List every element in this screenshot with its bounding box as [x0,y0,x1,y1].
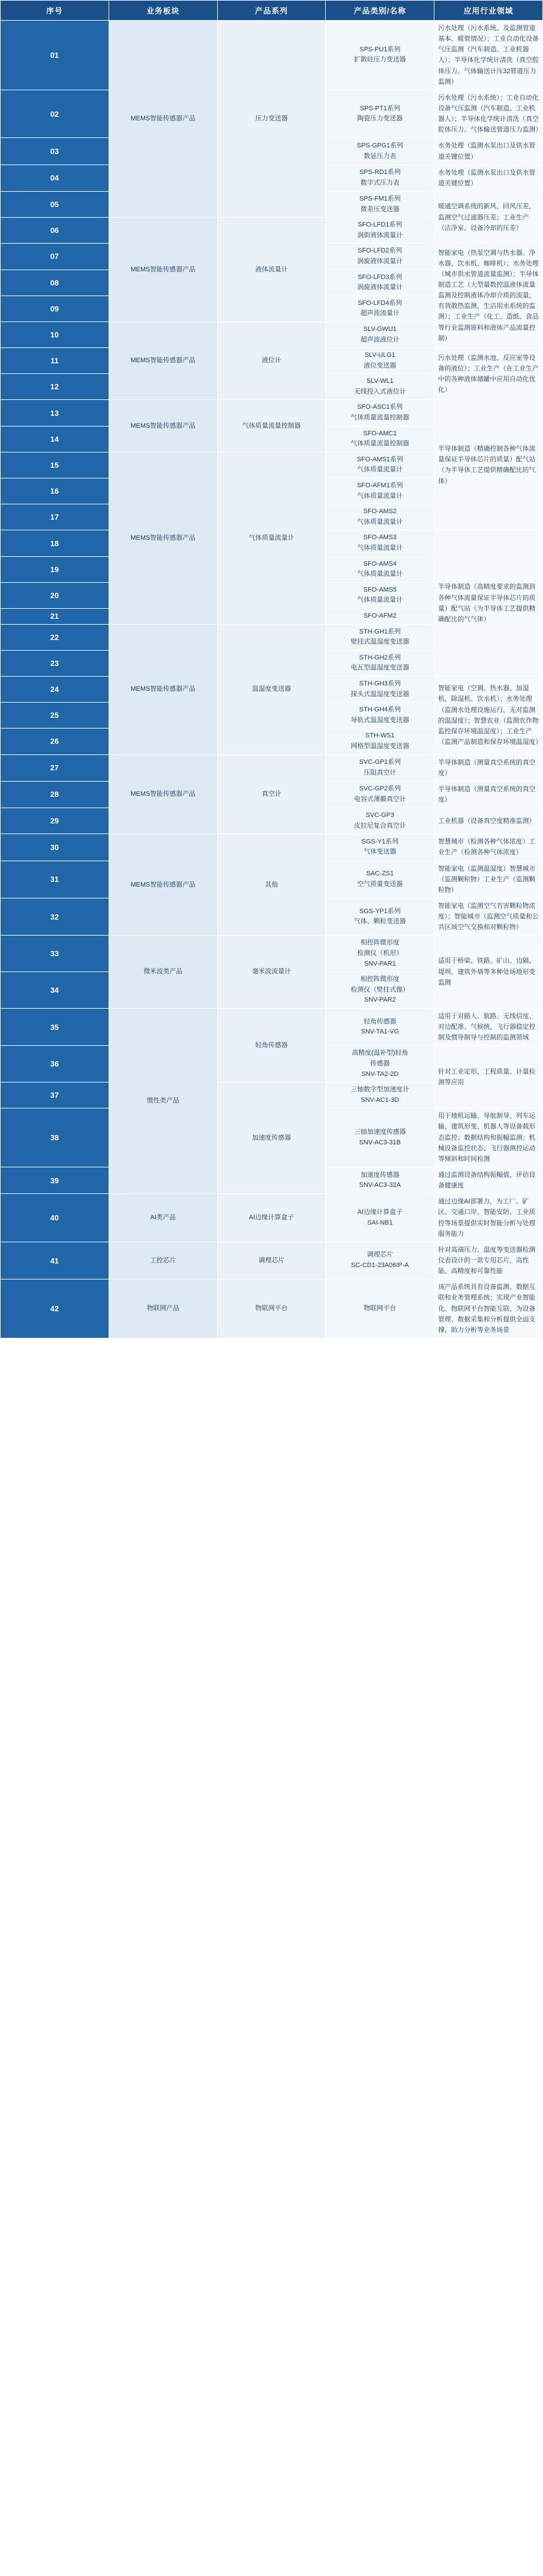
cell-business-segment: 物联网产品 [109,1279,217,1338]
cell-application-field: 针对工业定形，工程质量、计量检测等应用 [434,1046,543,1108]
cell-sequence: 16 [1,478,109,504]
cell-product-name: SFO-AMC1 气体质量流量控制器 [326,426,434,452]
cell-business-segment: 惯性类产品 [109,1008,217,1193]
cell-business-segment: MEMS智能传感器产品 [109,321,217,400]
cell-product-name: SFO-LFD3系列 涡旋液体流量计 [326,270,434,296]
cell-application-field: 智能家电（监测空气有害颗粒物浓度）；智能城市（监测空气质量和公共区域空气交换和对颗粒物） [434,898,543,935]
cell-application-field: 暖通空调系统的新风、回风压差，监测空气过滤器压差；工业生产（洁净室、设备冷却的压差） [434,191,543,243]
header-application: 应用行业领域 [434,1,543,21]
cell-application-field: 智慧城市（检测各种气体浓度）工业生产（检测各种气体浓度） [434,834,543,861]
table-row [1,1008,543,1045]
cell-sequence: 40 [1,1194,109,1242]
cell-business-segment: MEMS智能传感器产品 [109,624,217,754]
cell-sequence: 02 [1,90,109,138]
cell-sequence: 15 [1,452,109,478]
cell-product-name: STH-WS1 网格型温湿度变送器 [326,729,434,754]
table-body [1,21,543,1338]
table-row [1,1279,543,1338]
cell-product-name: STH-GH4系列 导轨式温湿度变送器 [326,703,434,729]
cell-application-field: 通过监测设备结构振幅值，评估设备健康度 [434,1167,543,1194]
table-header [1,1,543,21]
cell-product-series: 其他 [217,834,326,936]
cell-sequence: 04 [1,165,109,191]
cell-product-name: 三轴加速度传感器 SNV-AC3-31B [326,1108,434,1167]
cell-application-field: 智能家电（空调、热水器、加湿机、除湿机、饮水机）；水务处理（监测水处理设施运行，无对监测的温湿度）；智慧农业（监测农作物监控保存环境温湿度）；工业生产（监测产品制造和保存环境温湿度） [434,676,543,754]
table-row [1,1242,543,1279]
cell-product-name: SFO-AMS1系列 气体质量流量计 [326,452,434,478]
cell-sequence: 19 [1,556,109,582]
cell-sequence: 41 [1,1242,109,1279]
cell-product-name: SPS-PT1系列 陶瓷压力变送器 [326,90,434,138]
cell-product-name: SGS-Y1系列 气体变送器 [326,834,434,861]
cell-product-name: SFO-AFM1系列 气体质量流量计 [326,478,434,504]
cell-business-segment: 微米波类产品 [109,936,217,1009]
cell-product-name: STH-GH2系列 电瓦型温湿度变送器 [326,650,434,676]
cell-product-name: SFO-LFD2系列 涡旋液体流量计 [326,244,434,270]
cell-application-field: 半导体制造（测量真空系统的真空度） [434,781,543,808]
cell-sequence: 24 [1,676,109,702]
cell-product-series: AI边缘计算盒子 [217,1194,326,1242]
cell-sequence: 35 [1,1008,109,1045]
cell-product-series: 液体流量计 [217,218,326,322]
cell-application-field: 针对高端压力、温度等变送器检测仪表设计的一款专用芯片，高性能、高精度和可靠性能 [434,1242,543,1279]
cell-product-series: 真空计 [217,754,326,834]
cell-application-field: 适用于对路人、航路、无线信度、对边配准、气候统，飞行器稳定控制及惯导制导与控制的监测领域 [434,1008,543,1045]
cell-product-series: 调理芯片 [217,1242,326,1279]
cell-product-name: SFO-AMS4 气体质量流量计 [326,556,434,582]
cell-application-field: 半导体制造（高精度要求的监测到各种气体流量保证半导体芯片的质量）配气站（为半导体工艺提供精确配比的气气体） [434,530,543,677]
cell-application-field: 该产品系统具有设备监测、数据互联和业务管理系统；实现产业智能化、物联网平台智能互联，为设备管理、数据采集和分析提供全面支撑，助力分析等业务场景 [434,1279,543,1338]
cell-product-name: SFO-ASC1系列 气体质量流量控制器 [326,400,434,426]
cell-sequence: 39 [1,1167,109,1194]
table-row [1,21,543,90]
cell-sequence: 31 [1,861,109,898]
cell-sequence: 34 [1,972,109,1009]
cell-business-segment: MEMS智能传感器产品 [109,754,217,834]
cell-sequence: 03 [1,138,109,165]
table-header-row [1,1,543,21]
cell-product-name: STH-GH3系列 探头式温湿度变送器 [326,676,434,702]
cell-sequence: 28 [1,781,109,808]
cell-product-name: SFO-AMS3 气体质量流量计 [326,530,434,556]
header-category: 产品类别/名称 [326,1,434,21]
cell-business-segment: MEMS智能传感器产品 [109,400,217,452]
cell-product-series: 轻角传感器 [217,1008,326,1082]
header-series: 产品系列 [217,1,326,21]
cell-product-name: SVC-GP2系列 电容式薄膜真空计 [326,781,434,808]
cell-product-name: 加速度传感器 SNV-AC3-32A [326,1167,434,1194]
cell-product-series: 温湿度变送器 [217,624,326,754]
cell-product-name: SAC-ZS1 空气质量变送器 [326,861,434,898]
cell-product-name: SFO-AMS2 气体质量流量计 [326,504,434,530]
cell-product-name: SLV-WL1 无线投入式液位计 [326,374,434,400]
cell-sequence: 22 [1,624,109,650]
header-seq: 序号 [1,1,109,21]
cell-sequence: 42 [1,1279,109,1338]
cell-application-field: 半导体制造（精确控制各种气体流量保证半导体芯片的质量）配气站（为半导体工艺提供精确配比的气体） [434,400,543,530]
cell-product-series: 加速度传感器 [217,1082,326,1194]
cell-product-series: 压力变送器 [217,21,326,218]
cell-product-series: 气体质量流量控制器 [217,400,326,452]
cell-application-field: 污水处理（污水系统、及监测管道基本、暖管情况）；工业自动化设备气压监测（汽车制造、工业机器人）；半导体化学统计清洗（真空腔体压力、气体输送计压32管道压力监测） [434,21,543,90]
cell-sequence: 14 [1,426,109,452]
cell-product-name: AI边缘计算盒子 SAI-NB1 [326,1194,434,1242]
table-row [1,400,543,426]
cell-product-name: 轻角传感器 SNV-TA1-VG [326,1008,434,1045]
cell-sequence: 08 [1,270,109,296]
cell-sequence: 07 [1,244,109,270]
cell-product-series: 物联网平台 [217,1279,326,1338]
cell-application-field: 适用于桥梁、铁路、矿山、边隔、堤坝、建筑外墙等多种处场地形变监测 [434,936,543,1009]
cell-product-name: 高精度(温补型)轻角 传感器 SNV-TA2-2D [326,1046,434,1082]
cell-business-segment: MEMS智能传感器产品 [109,452,217,624]
cell-sequence: 06 [1,218,109,244]
cell-business-segment: MEMS智能传感器产品 [109,834,217,936]
cell-business-segment: AI类产品 [109,1194,217,1242]
cell-product-name: STH-GH1系列 壁挂式温湿度变送器 [326,624,434,650]
cell-product-name: SFO-LFD4系列 超声波流量计 [326,296,434,321]
cell-product-name: SFO-AFM2 [326,608,434,624]
cell-application-field: 智能家电（监测温湿度）智慧城市（监测颗粒物）工业生产（监测颗粒物） [434,861,543,898]
cell-application-field: 通过边缘AI部署力，为工厂、矿区、交通口岸，智能安防、工业质控等场景提供实时智能分析与处理服务能力 [434,1194,543,1242]
cell-product-name: 相控阵微形度 检测仪（机形） SNV-PAR1 [326,936,434,972]
cell-product-name: SLV-GWU1 超声波液位计 [326,321,434,347]
cell-product-name: SFO-LFD1系列 涡街液体流量计 [326,218,434,244]
cell-product-name: SPS-RD1系列 数字式压力表 [326,165,434,191]
cell-sequence: 32 [1,898,109,935]
cell-sequence: 37 [1,1082,109,1108]
cell-sequence: 36 [1,1046,109,1082]
cell-application-field: 水务处理（监测水泵出口及供水管道关键位置） [434,138,543,165]
cell-sequence: 09 [1,296,109,321]
cell-sequence: 20 [1,582,109,608]
header-business: 业务板块 [109,1,217,21]
table-row [1,1194,543,1242]
cell-sequence: 10 [1,321,109,347]
cell-application-field: 工业机器（设备真空度精准监测） [434,808,543,834]
cell-product-name: SPS-FM1系列 微差压变送器 [326,191,434,217]
cell-business-segment: 工控芯片 [109,1242,217,1279]
cell-application-field: 污水处理（污水系统）；工业自动化设备气压监测（汽车制造、工业机器人）；半导体化学统计清洗（真空腔体压力、气体输送管道压力监测） [434,90,543,138]
cell-product-name: SVC-GP1系列 压阻真空计 [326,754,434,781]
cell-product-series: 液位计 [217,321,326,400]
cell-business-segment: MEMS智能传感器产品 [109,218,217,322]
table-row [1,834,543,861]
cell-product-name: 三轴数字型加速度计 SNV-AC1-3D [326,1082,434,1108]
cell-sequence: 18 [1,530,109,556]
cell-sequence: 12 [1,374,109,400]
cell-sequence: 13 [1,400,109,426]
cell-product-name: 物联网平台 [326,1279,434,1338]
cell-sequence: 21 [1,608,109,624]
cell-application-field: 用于地机运输、导航制导、列车运输、建筑形变、机器人等设备载形态监控；数据结构和振幅监测；机械设备监控状态；飞行器测控运动等倾斜和时间检测 [434,1108,543,1167]
cell-sequence: 27 [1,754,109,781]
cell-product-name: SPS-GPG1系列 数显压力表 [326,138,434,165]
cell-business-segment: MEMS智能传感器产品 [109,21,217,218]
cell-product-name: 相控阵微形度 检测仪（壁挂式像） SNV-PAR2 [326,972,434,1009]
cell-application-field: 污水处理（监测水池、反应室等设备的液位）；工业生产（在工业生产中的各种液体储罐中应用自动化优化） [434,348,543,400]
cell-product-name: 调理芯片 SC-CD1-23A06IP-A [326,1242,434,1279]
cell-product-name: SFO-AMS5 气体质量流量计 [326,582,434,608]
cell-application-field: 智能家电（热泵空调与热水器、净水器、饮水机、咖啡机）；水务处理（城市供水管道流量监测）；半导体制造工艺（大型量数控温液体流量监测及控制液体冷却介质的流量，有效散热监测，生洁用水系统的监测）；工业生产（化工、造纸、食品等行业监测原料和液体产品流量控制） [434,244,543,348]
cell-sequence: 23 [1,650,109,676]
cell-product-name: SLV-ULG1 液位变送器 [326,348,434,374]
table-row [1,754,543,781]
cell-product-series: 气体质量流量计 [217,452,326,624]
cell-sequence: 01 [1,21,109,90]
cell-product-name: SPS-PU1系列 扩散硅压力变送器 [326,21,434,90]
cell-product-name: SVC-GP3 皮拉尼复合真空计 [326,808,434,834]
cell-sequence: 33 [1,936,109,972]
cell-sequence: 30 [1,834,109,861]
cell-product-name: SGS-YP1系列 气体、颗粒变送器 [326,898,434,935]
cell-application-field: 水务处理（监测水泵出口及供水管道关键位置） [434,165,543,191]
cell-sequence: 38 [1,1108,109,1167]
cell-sequence: 05 [1,191,109,217]
cell-sequence: 29 [1,808,109,834]
table-row [1,936,543,972]
cell-sequence: 17 [1,504,109,530]
cell-sequence: 26 [1,729,109,754]
cell-sequence: 25 [1,703,109,729]
cell-sequence: 11 [1,348,109,374]
cell-application-field: 半导体制造（测量真空系统的真空度） [434,754,543,781]
cell-product-series: 毫米波流量计 [217,936,326,1009]
